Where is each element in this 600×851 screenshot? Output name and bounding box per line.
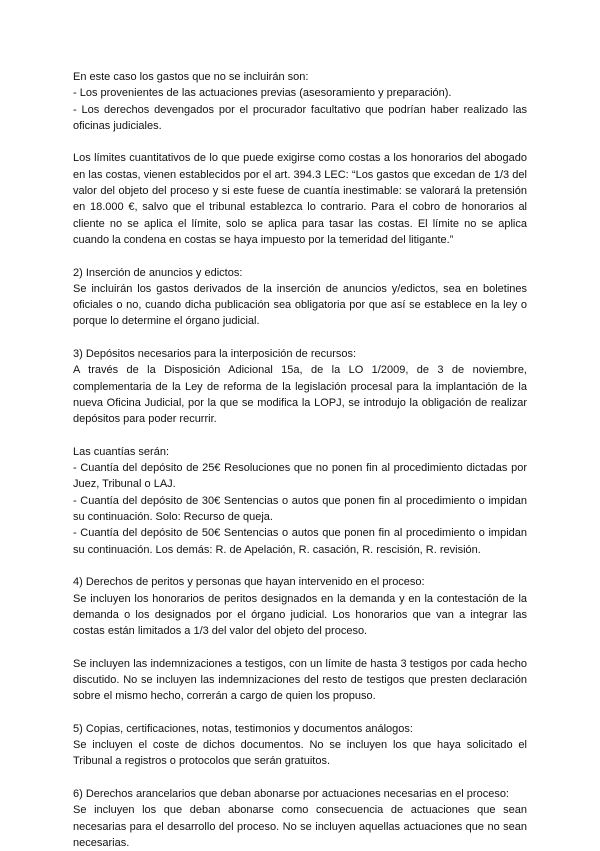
section-2 [73, 265, 527, 330]
section-6-heading: 6) Derechos arancelarios que deban abonarse por actuaciones necesarias en el proceso: [73, 788, 509, 801]
section-4-text: Se incluyen los honorarios de peritos designados en la demanda y en la contestación de la demanda o los designados por el órgano judicial. Los honorarios que van a integrar las costas están limitados a 1/3 del valor del objeto del proceso. [73, 592, 527, 638]
section-4-witnesses [73, 656, 527, 705]
intro-item-1: - Los provenientes de las actuaciones previas (asesoramiento y preparación). [73, 87, 452, 100]
limits-block [73, 150, 527, 248]
section-2-text: Se incluirán los gastos derivados de la inserción de anuncios y/edictos, sea en boletines oficiales o no, cuando dicha publicación sea obligatoria por que así se establece en la ley o porque lo determine el órgano judicial. [73, 282, 527, 328]
section-4-heading: 4) Derechos de peritos y personas que hayan intervenido en el proceso: [73, 576, 425, 589]
section-5 [73, 721, 527, 770]
amounts-item-1: - Cuantía del depósito de 25€ Resoluciones que no ponen fin al procedimiento dictadas por Juez, Tribunal o LAJ. [73, 462, 527, 491]
amounts-block [73, 444, 527, 558]
amounts-item-2: - Cuantía del depósito de 30€ Sentencias o autos que ponen fin al procedimiento o impidan su continuación. Solo: Recurso de queja. [73, 494, 527, 524]
limits-text: Los límites cuantitativos de lo que puede exigirse como costas a los honorarios del abogado en las costas, vienen establecidos por el art. 394.3 LEC: “Los gastos que excedan de 1/3 del valor del objeto del proceso y si este fuese de cuantía inestimable: se valorará la pretensión en 18.000 €, salvo que el tribunal establezca lo contrario. Para el cobro de honorarios al cliente no se aplica el límite, solo se aplica para tasar las costas. El límite no se aplica cuando la condena en costas se haya impuesto por la temeridad del litigante.” [73, 152, 527, 246]
amounts-lead: Las cuantías serán: [73, 445, 170, 458]
section-2-heading: 2) Inserción de anuncios y edictos: [73, 266, 243, 279]
section-4 [73, 574, 527, 639]
intro-lead: En este caso los gastos que no se incluirán son: [73, 71, 309, 83]
document-page [73, 69, 527, 851]
intro-block [73, 69, 527, 134]
section-3-text: A través de la Disposición Adicional 15a, de la LO 1/2009, de 3 de noviembre, complementaria de la Ley de reforma de la legislación procesal para la implantación de la nueva Oficina Judicial, por la que se modifica la LOPJ, se introdujo la obligación de realizar depósitos para poder recurrir. [73, 364, 527, 426]
section-5-heading: 5) Copias, certificaciones, notas, testimonios y documentos análogos: [73, 722, 413, 735]
section-6-text: Se incluyen los que deban abonarse como consecuencia de actuaciones que sean necesarias para el desarrollo del proceso. No se incluyen aquellas actuaciones que no sean necesarias. [73, 804, 527, 849]
section-6 [73, 786, 527, 851]
intro-item-2: - Los derechos devengados por el procurador facultativo que podrían haber realizado las oficinas judiciales. [73, 103, 527, 132]
amounts-item-3: - Cuantía del depósito de 50€ Sentencias o autos que ponen fin al procedimiento o impidan su continuación. Los demás: R. de Apelación, R. casación, R. rescisión, R. revisión. [73, 527, 527, 556]
section-3 [73, 346, 527, 427]
section-4-text-2: Se incluyen las indemnizaciones a testigos, con un límite de hasta 3 testigos por cada hecho discutido. No se incluyen las indemnizaciones del resto de testigos que presten declaración sobre el mismo hecho, correrán a cargo de quien los propuso. [73, 657, 527, 703]
section-3-heading: 3) Depósitos necesarios para la interposición de recursos: [73, 348, 357, 361]
section-5-text: Se incluyen el coste de dichos documentos. No se incluyen los que haya solicitado el Tribunal a registros o protocolos que serán gratuitos. [73, 739, 527, 768]
